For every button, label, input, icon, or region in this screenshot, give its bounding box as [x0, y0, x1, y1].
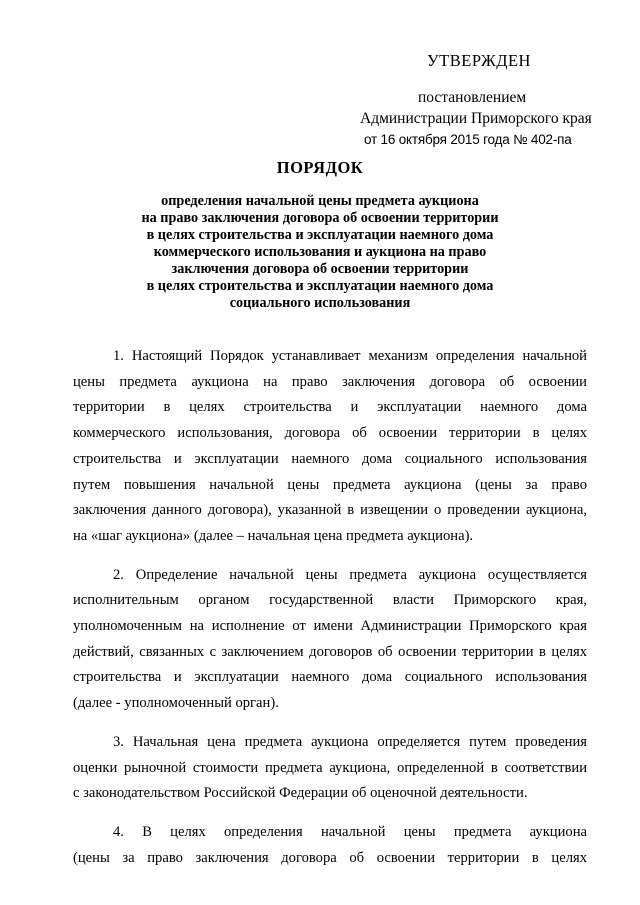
- text-line: (цены за право заключения договора об освоении территории в целях: [73, 849, 587, 866]
- document-title: ПОРЯДОК: [276, 158, 364, 177]
- subtitle-line: определения начальной цены предмета аукциона: [161, 193, 479, 209]
- approval-block: [360, 50, 600, 150]
- text-line: 2. Определение начальной цены предмета аукциона осуществляется: [113, 566, 587, 583]
- text-line: на «шаг аукциона» (далее – начальная цена предмета аукциона).: [73, 527, 474, 544]
- text-line: коммерческого использования, договора об освоении территории в целях: [73, 425, 587, 442]
- subtitle-line: коммерческого использования и аукциона на право: [153, 244, 487, 260]
- subtitle-line: в целях строительства и эксплуатации наемного дома: [146, 278, 494, 294]
- subtitle-line: на право заключения договора об освоении территории: [141, 210, 499, 226]
- paragraph-4: [73, 820, 587, 871]
- approval-line-3: от 16 октября 2015 года № 402-па: [364, 132, 572, 147]
- text-line: путем повышения начальной цены предмета аукциона (цены за право: [73, 476, 587, 493]
- subtitle-line: заключения договора об освоении территории: [171, 261, 469, 277]
- text-line: исполнительным органом государственной власти Приморского края,: [73, 592, 587, 609]
- text-line: 3. Начальная цена предмета аукциона определяется путем проведения: [113, 733, 587, 750]
- document-body: [73, 344, 587, 884]
- text-line: уполномоченным на исполнение от имени Администрации Приморского края: [73, 618, 587, 635]
- text-line: действий, связанных с заключением договоров об освоении территории в целях: [73, 643, 587, 660]
- text-line: с законодательством Российской Федерации об оценочной деятельности.: [73, 785, 528, 802]
- subtitle-line: в целях строительства и эксплуатации наемного дома: [146, 227, 494, 243]
- document-subtitle: [100, 193, 540, 312]
- approval-line-2: Администрации Приморского края: [360, 110, 592, 127]
- text-line: 1. Настоящий Порядок устанавливает механизм определения начальной: [113, 348, 587, 364]
- text-line: строительства и эксплуатации наемного дома социального использования: [73, 450, 587, 467]
- text-line: заключения данного договора), указанной в извещении о проведении аукциона,: [73, 502, 587, 519]
- text-line: оценки рыночной стоимости предмета аукциона, определенной в соответствии: [73, 759, 587, 776]
- subtitle-line: социального использования: [229, 295, 411, 311]
- paragraph-3: [73, 730, 587, 807]
- text-line: строительства и эксплуатации наемного дома социального использования: [73, 669, 587, 686]
- text-line: 4. В целях определения начальной цены предмета аукциона: [113, 823, 587, 840]
- paragraph-1: [73, 344, 587, 550]
- approval-heading: УТВЕРЖДЕН: [427, 51, 531, 70]
- text-line: территории в целях строительства и эксплуатации наемного дома: [73, 399, 587, 416]
- paragraph-2: [73, 563, 587, 717]
- approval-line-1: постановлением: [418, 89, 527, 106]
- text-line: (далее - уполномоченный орган).: [73, 695, 279, 712]
- text-line: цены предмета аукциона на право заключения договора об освоении: [73, 373, 587, 390]
